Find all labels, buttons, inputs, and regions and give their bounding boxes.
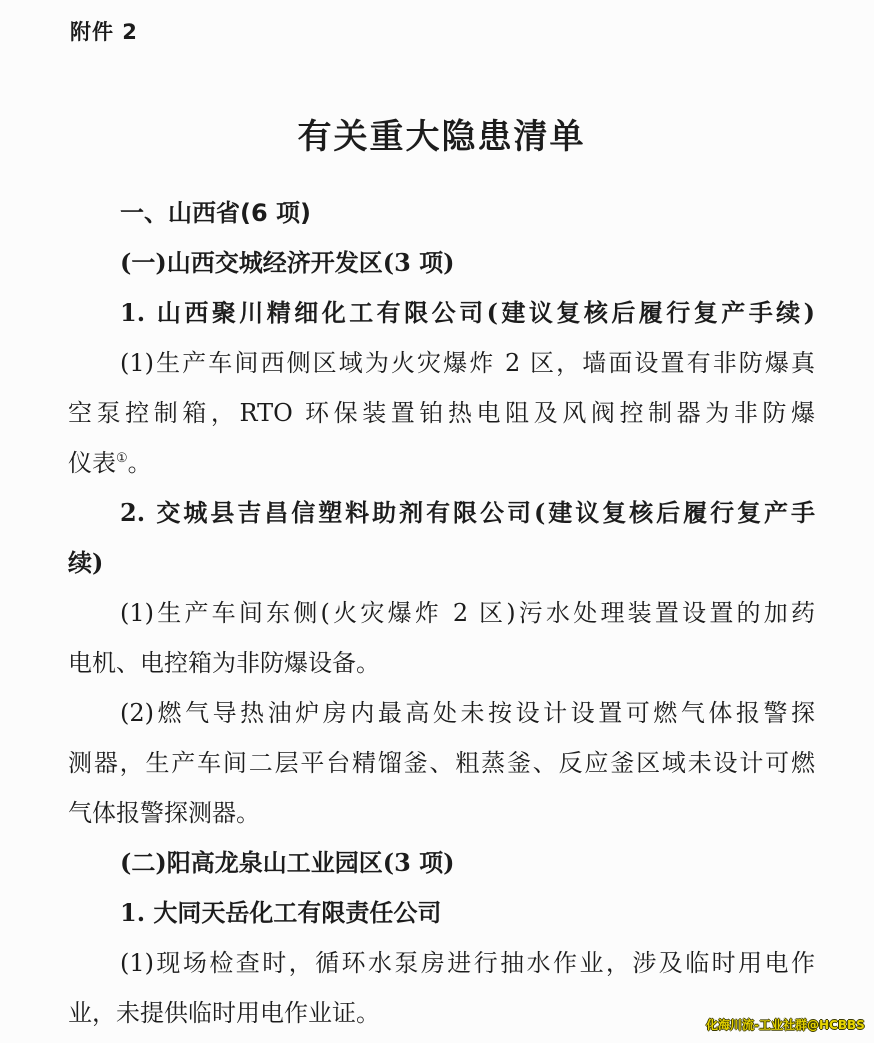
hazard-list — [68, 188, 815, 1038]
issue-line: (1)现场检查时，循环水泵房进行抽水作业，涉及临时用电作 — [120, 949, 815, 977]
company-name-continued: 续) — [68, 548, 104, 577]
issue-line: 测器，生产车间二层平台精馏釜、粗蒸釜、反应釜区域未设计可燃 — [68, 749, 815, 777]
issue-line: 业，未提供临时用电作业证。 — [68, 999, 380, 1027]
issue-line: 空泵控制箱，RTO 环保装置铂热电阻及风阀控制器为非防爆 — [68, 399, 815, 427]
issue-line: 气体报警探测器。 — [68, 799, 260, 827]
issue-line-text: 仪表 — [68, 449, 116, 477]
company-name: 1. 山西聚川精细化工有限公司(建议复核后履行复产手续) — [120, 298, 815, 327]
issue-line — [68, 438, 815, 488]
province-heading: 一、山西省(6 项) — [120, 199, 311, 227]
issue-line: (2)燃气导热油炉房内最高处未按设计设置可燃气体报警探 — [120, 699, 815, 727]
issue-line-end: 。 — [127, 449, 152, 477]
footnote-marker: ① — [116, 451, 128, 466]
attachment-label: 附件 2 — [70, 20, 138, 44]
issue-line: 电机、电控箱为非防爆设备。 — [68, 649, 380, 677]
company-name: 1. 大同天岳化工有限责任公司 — [120, 898, 442, 927]
zone-heading-2: (二)阳高龙泉山工业园区(3 项) — [120, 848, 455, 877]
company-name: 2. 交城县吉昌信塑料助剂有限公司(建议复核后履行复产手 — [120, 498, 815, 527]
document-title: 有关重大隐患清单 — [297, 117, 586, 157]
issue-line: (1)生产车间西侧区域为火灾爆炸 2 区，墙面设置有非防爆真 — [120, 349, 815, 377]
issue-line: (1)生产车间东侧(火灾爆炸 2 区)污水处理装置设置的加药 — [120, 599, 815, 627]
zone-heading-1: (一)山西交城经济开发区(3 项) — [120, 248, 455, 277]
watermark-text: 化海川流-工业社群@HCBBS — [706, 1018, 865, 1032]
